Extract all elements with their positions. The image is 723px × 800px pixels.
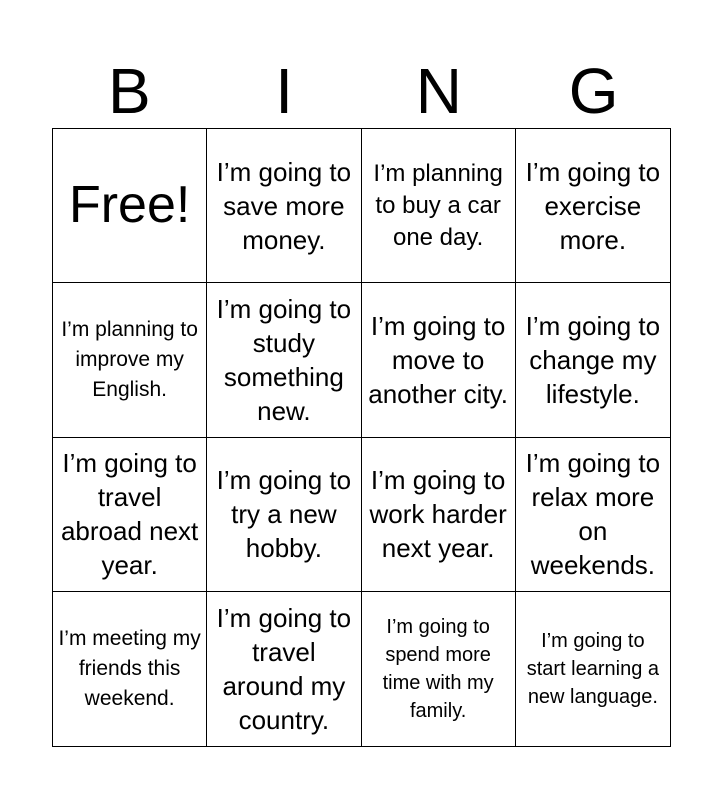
bingo-cell[interactable]: I’m going to change my lifestyle. [516,283,670,437]
bingo-header [52,56,671,126]
bingo-cell[interactable]: I’m going to travel abroad next year. [53,438,207,592]
bingo-cell[interactable]: I’m going to work harder next year. [362,438,516,592]
bingo-cell[interactable]: I’m planning to improve my English. [53,283,207,437]
header-letter-i: I [275,55,294,127]
bingo-cell[interactable]: I’m going to travel around my country. [207,592,361,746]
bingo-cell[interactable]: I’m meeting my friends this weekend. [53,592,207,746]
bingo-cell[interactable]: I’m planning to buy a car one day. [362,129,516,283]
bingo-cell[interactable]: I’m going to spend more time with my family. [362,592,516,746]
bingo-cell[interactable]: I’m going to save more money. [207,129,361,283]
bingo-cell[interactable]: I’m going to start learning a new language. [526,629,660,708]
bingo-cell[interactable]: I’m going to relax more on weekends. [516,438,670,592]
bingo-card-grid [52,128,671,747]
header-letter-n: N [415,55,462,127]
bingo-cell[interactable]: I’m going to study something new. [207,283,361,437]
bingo-cell[interactable]: I’m going to move to another city. [362,283,516,437]
bingo-cell-free[interactable]: Free! [53,129,207,283]
bingo-cell[interactable]: I’m going to exercise more. [516,129,670,283]
header-letter-b: B [108,55,151,127]
header-letter-g: G [568,55,619,127]
bingo-cell[interactable]: I’m going to try a new hobby. [207,438,361,592]
